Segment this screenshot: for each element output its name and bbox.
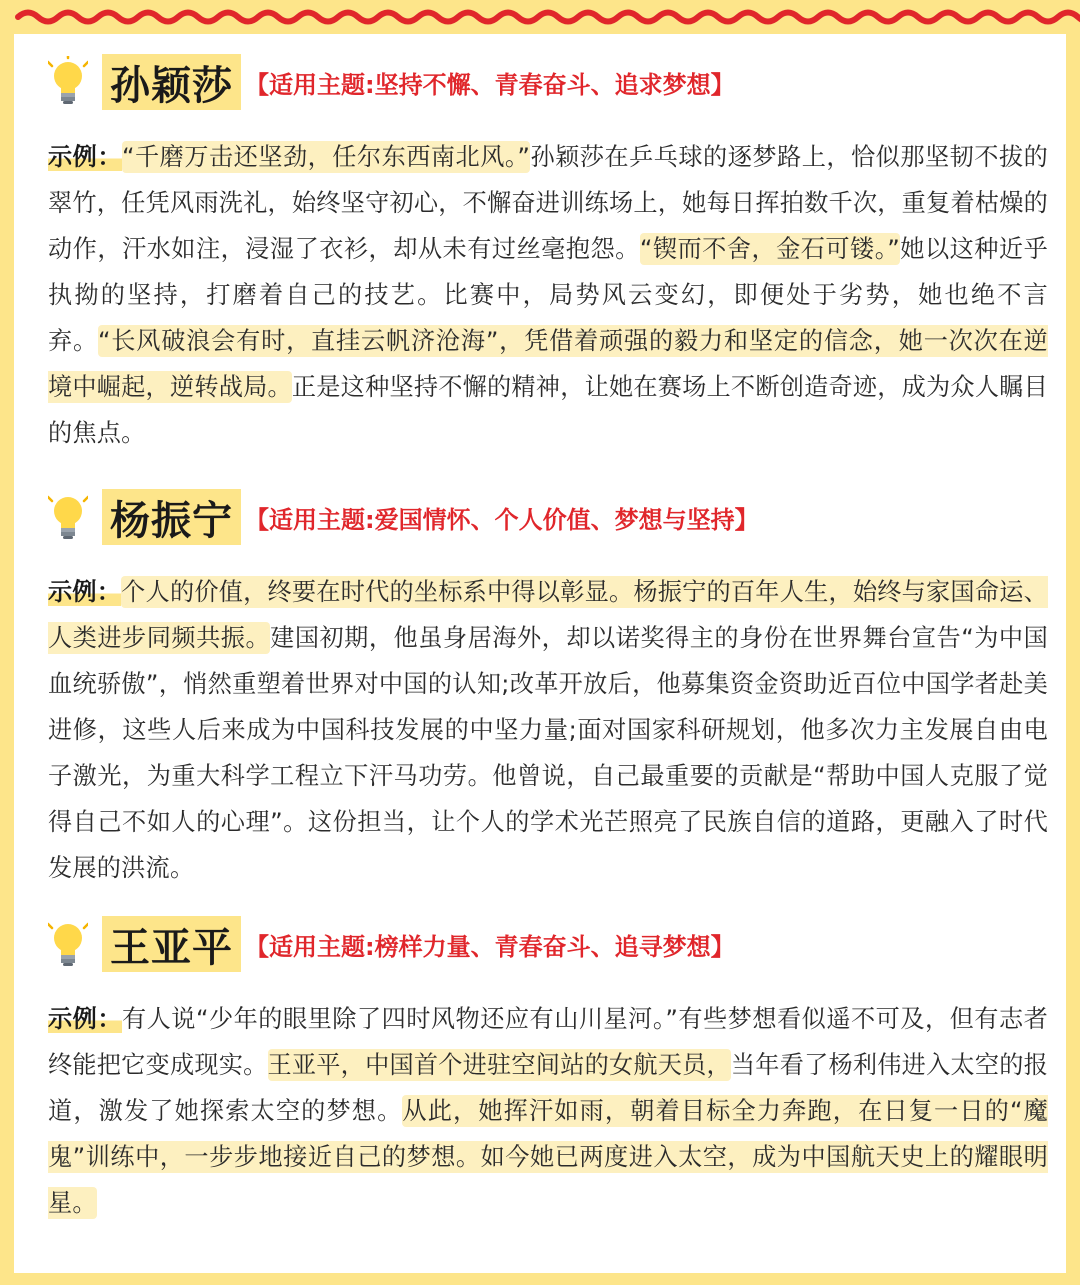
lightbulb-icon: [48, 491, 88, 543]
section-title-row: [48, 485, 1048, 549]
body-text: 有人说“少年的眼里除了四时风物还应有山川星河。”有些梦想看似遥不可及，但有志者终能把它变成现实。: [48, 1005, 1048, 1079]
person-name: 杨振宁: [102, 489, 241, 545]
wavy-border: [0, 0, 1080, 34]
highlighted-text: 王亚平，中国首个进驻空间站的女航天员，: [267, 1051, 731, 1079]
lightbulb-icon: [48, 918, 88, 970]
section-yang-zhenning: [48, 485, 1048, 891]
section-sun-yingsha: [48, 50, 1048, 456]
highlighted-text: “锲而不舍，金石可镂。”: [639, 235, 901, 263]
example-label: 示例：: [48, 1005, 122, 1033]
body-text: 当年看了杨利伟进入太空的报道，激发了她探索太空的梦想。: [48, 1051, 1048, 1125]
highlighted-text: 个人的价值，终要在时代的坐标系中得以彰显。杨振宁的百年人生，始终与家国命运、人类进步同频共振。: [48, 578, 1048, 652]
highlighted-text: 从此，她挥汗如雨，朝着目标全力奔跑，在日复一日的“魔鬼”训练中，一步步地接近自己的梦想。如今她已两度进入太空，成为中国航天史上的耀眼明星。: [48, 1097, 1048, 1217]
example-label: 示例：: [48, 143, 122, 171]
highlighted-text: “千磨万击还坚劲，任尔东西南北风。”: [121, 143, 531, 171]
section-title-row: [48, 50, 1048, 114]
example-paragraph: [48, 996, 1048, 1226]
body-text: 她以这种近乎执拗的坚持，打磨着自己的技艺。比赛中，局势风云变幻，即便处于劣势，她也绝不言弃。: [48, 235, 1048, 355]
example-paragraph: [48, 569, 1048, 891]
section-wang-yaping: [48, 912, 1048, 1226]
person-name: 王亚平: [102, 916, 241, 972]
theme-tags: 【适用主题:爱国情怀、个人价值、梦想与坚持】: [245, 505, 759, 534]
lightbulb-icon: [48, 56, 88, 108]
person-name: 孙颖莎: [102, 54, 241, 110]
section-title-row: [48, 912, 1048, 976]
body-text: 孙颖莎在乒乓球的逐梦路上，恰似那坚韧不拔的翠竹，任凭风雨洗礼，始终坚守初心，不懈奋进训练场上，她每日挥拍数千次，重复着枯燥的动作，汗水如注，浸湿了衣衫，却从未有过丝毫抱怨。: [48, 143, 1049, 263]
theme-tags: 【适用主题:坚持不懈、青春奋斗、追求梦想】: [245, 70, 735, 99]
highlighted-text: “长风破浪会有时，直挂云帆济沧海”，凭借着顽强的毅力和坚定的信念，她一次次在逆境中崛起，逆转战局。: [48, 327, 1048, 401]
example-paragraph: [48, 134, 1048, 456]
theme-tags: 【适用主题:榜样力量、青春奋斗、追寻梦想】: [245, 932, 735, 961]
example-label: 示例：: [48, 578, 122, 606]
body-text: 正是这种坚持不懈的精神，让她在赛场上不断创造奇迹，成为众人瞩目的焦点。: [48, 373, 1048, 447]
body-text: 建国初期，他虽身居海外，却以诺奖得主的身份在世界舞台宣告“为中国血统骄傲”，悄然重塑着世界对中国的认知;改革开放后，他募集资金资助近百位中国学者赴美进修，这些人后来成为中国科技发展的中坚力量;面对国家科研规划，他多次力主发展自由电子激光，为重大科学工程立下汗马功劳。他曾说，自己最重要的贡献是“帮助中国人克服了觉得自己不如人的心理”。这份担当，让个人的学术光芒照亮了民族自信的道路，更融入了时代发展的洪流。: [48, 624, 1048, 882]
